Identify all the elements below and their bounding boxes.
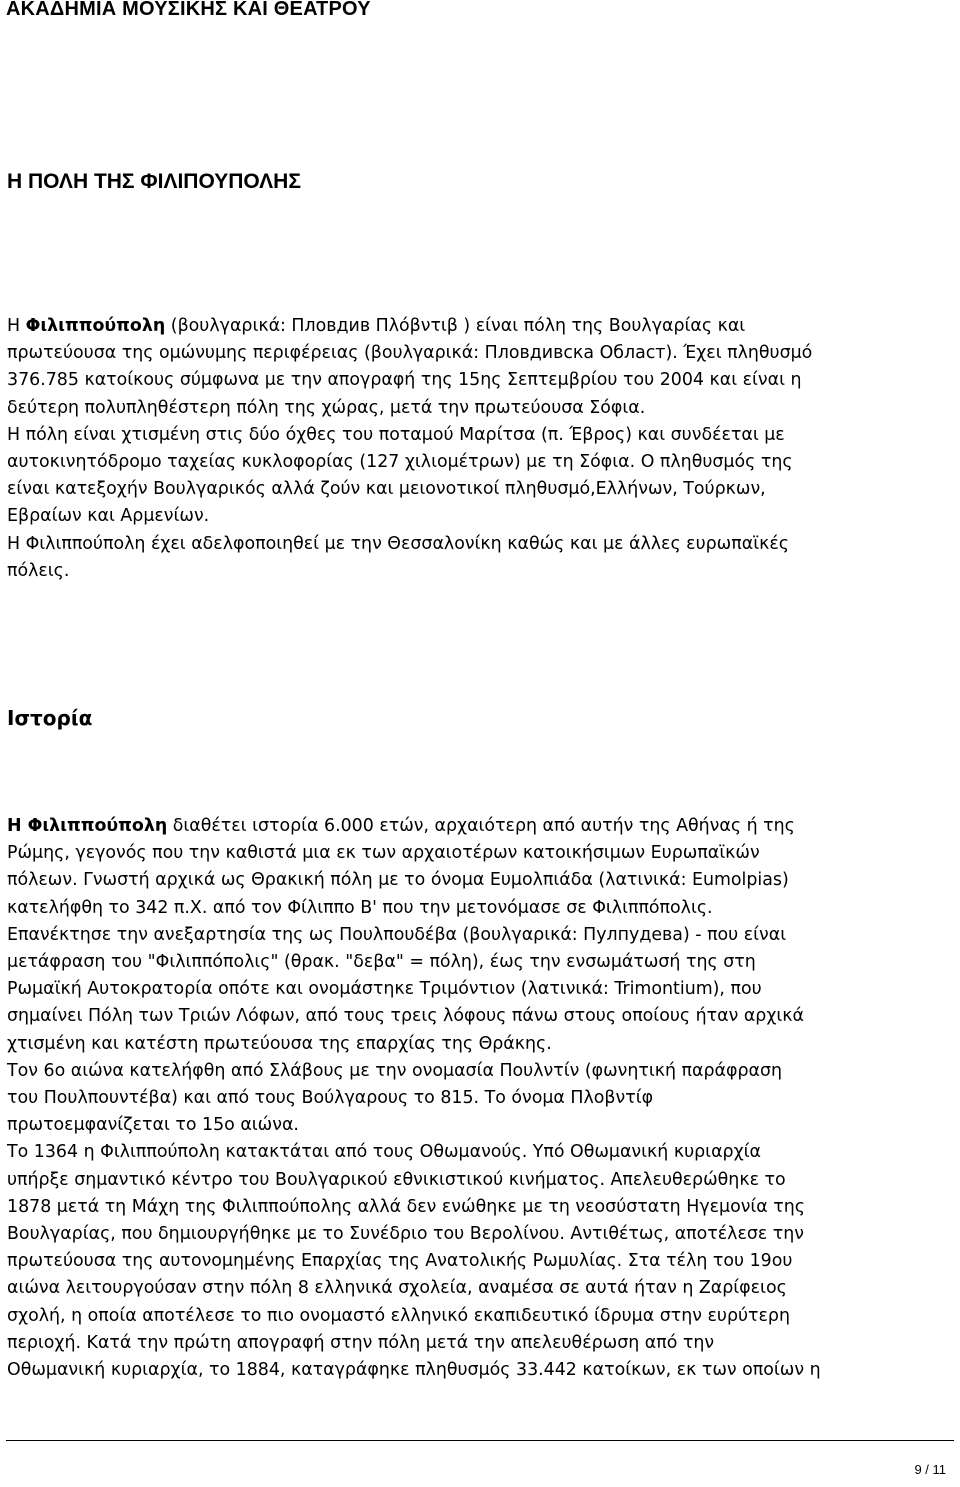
history-line: Τον 6ο αιώνα κατελήφθη από Σλάβους με την ονομασία Πουλντίν (φωνητική παράφραση <box>7 1060 782 1081</box>
city-name-bold: Φιλιππούπολη <box>25 316 166 336</box>
intro-line: Εβραίων και Αρμενίων. <box>7 506 210 527</box>
history-line: αιώνα λειτουργούσαν στην πόλη 8 ελληνικά σχολεία, αναμέσα σε αυτά ήταν η Ζαρίφειος <box>7 1278 787 1299</box>
history-line: μετάφραση του "Φιλιππόπολις" (θρακ. "δεβα" = πόλη), έως την ενσωμάτωσή της στη <box>7 952 756 973</box>
history-line: Ρώμης, γεγονός που την καθιστά μια εκ των αρχαιοτέρων κατοικήσιμων Ευρωπαϊκών <box>7 843 760 864</box>
intro-line: Η Φιλιππούπολη (βουλγαρικά: Пловдив Πλόβντιβ ) είναι πόλη της Βουλγαρίας και <box>7 316 746 336</box>
history-line: Επανέκτησε την ανεξαρτησία της ως Πουλπουδέβα (βουλγαρικά: Пулпудева) - που είναι <box>7 924 787 945</box>
history-line: Οθωμανική κυριαρχία, το 1884, καταγράφηκε πληθυσμός 33.442 κατοίκων, εκ των οποίων η <box>7 1360 821 1381</box>
history-line: σχολή, η οποία αποτέλεσε το πιο ονομαστό ελληνικό εκαπιδευτικό ίδρυμα στην ευρύτερη <box>7 1305 790 1326</box>
section-heading-history: Ιστορία <box>7 706 93 730</box>
intro-line: δεύτερη πολυπληθέστερη πόλη της χώρας, μετά την πρωτεύουσα Σόφια. <box>7 397 646 418</box>
history-line: υπήρξε σημαντικό κέντρο του Βουλγαρικού εθνικιστικού κινήματος. Απελευθερώθηκε το <box>7 1169 786 1190</box>
history-line: του Πουλπουντέβα) και από τους Βούλγαρους το 815. Το όνομα Πλοβντίφ <box>7 1088 654 1109</box>
intro-paragraph <box>7 313 957 585</box>
history-line: χτισμένη και κατέστη πρωτεύουσα της επαρχίας της Θράκης. <box>7 1033 552 1054</box>
city-name-bold: Η Φιλιππούπολη <box>7 816 168 836</box>
document-header-title: ΑΚΑΔΗΜΙΑ ΜΟΥΣΙΚΗΣ ΚΑΙ ΘΕΑΤΡΟΥ <box>6 0 371 20</box>
history-line: πρωτεύουσα της αυτονομημένης Επαρχίας της Ανατολικής Ρωμυλίας. Στα τέλη του 19ου <box>7 1251 793 1272</box>
history-line: Ρωμαϊκή Αυτοκρατορία οπότε και ονομάστηκε Τριμόντιον (λατινικά: Trimontium), που <box>7 979 762 1000</box>
history-line: Η Φιλιππούπολη διαθέτει ιστορία 6.000 ετών, αρχαιότερη από αυτήν της Αθήνας ή της <box>7 816 795 836</box>
history-line: Βουλγαρίας, που δημιουργήθηκε με το Συνέδριο του Βερολίνου. Αντιθέτως, αποτέλεσε την <box>7 1224 805 1245</box>
history-line: πρωτοεμφανίζεται το 15ο αιώνα. <box>7 1115 299 1136</box>
intro-line: πρωτεύουσα της ομώνυμης περιφέρειας (βουλγαρικά: Пловдивска Област). Έχει πληθυσμό <box>7 343 813 364</box>
history-line: πόλεων. Γνωστή αρχικά ως Θρακική πόλη με το όνομα Ευμολπιάδα (λατινικά: Eumolpias) <box>7 870 789 891</box>
intro-line: Η Φιλιππούπολη έχει αδελφοποιηθεί με την Θεσσαλονίκη καθώς και με άλλες ευρωπαϊκές <box>7 533 789 554</box>
history-paragraph <box>7 813 957 1384</box>
intro-line: 376.785 κατοίκους σύμφωνα με την απογραφή της 15ης Σεπτεμβρίου του 2004 και είναι η <box>7 370 802 391</box>
history-line: κατελήφθη το 342 π.Χ. από τον Φίλιππο Β' που την μετονόμασε σε Φιλιππόπολις. <box>7 897 713 918</box>
intro-line: είναι κατεξοχήν Βουλγαρικός αλλά ζούν και μειονοτικοί πληθυσμό,Ελλήνων, Τούρκων, <box>7 479 766 500</box>
page-title: Η ΠΟΛΗ ΤΗΣ ΦΙΛΙΠΟΥΠΟΛΗΣ <box>7 170 301 193</box>
history-line: Το 1364 η Φιλιππούπολη κατακτάται από τους Οθωμανούς. Υπό Οθωμανική κυριαρχία <box>7 1142 761 1163</box>
intro-line: αυτοκινητόδρομο ταχείας κυκλοφορίας (127 χιλιομέτρων) με τη Σόφια. Ο πληθυσμός της <box>7 452 793 473</box>
history-line: σημαίνει Πόλη των Τριών Λόφων, από τους τρεις λόφους πάνω στους οποίους ήταν αρχικά <box>7 1006 804 1027</box>
history-line: 1878 μετά τη Μάχη της Φιλιππούπολης αλλά δεν ενώθηκε με τη νεοσύστατη Ηγεμονία της <box>7 1196 805 1217</box>
footer-divider <box>6 1440 954 1441</box>
history-line: περιοχή. Κατά την πρώτη απογραφή στην πόλη μετά την απελευθέρωση από την <box>7 1332 715 1353</box>
page-number: 9 / 11 <box>914 1462 946 1477</box>
intro-line: πόλεις. <box>7 560 70 581</box>
intro-line: Η πόλη είναι χτισμένη στις δύο όχθες του ποταμού Μαρίτσα (π. Έβρος) και συνδέεται με <box>7 424 785 445</box>
